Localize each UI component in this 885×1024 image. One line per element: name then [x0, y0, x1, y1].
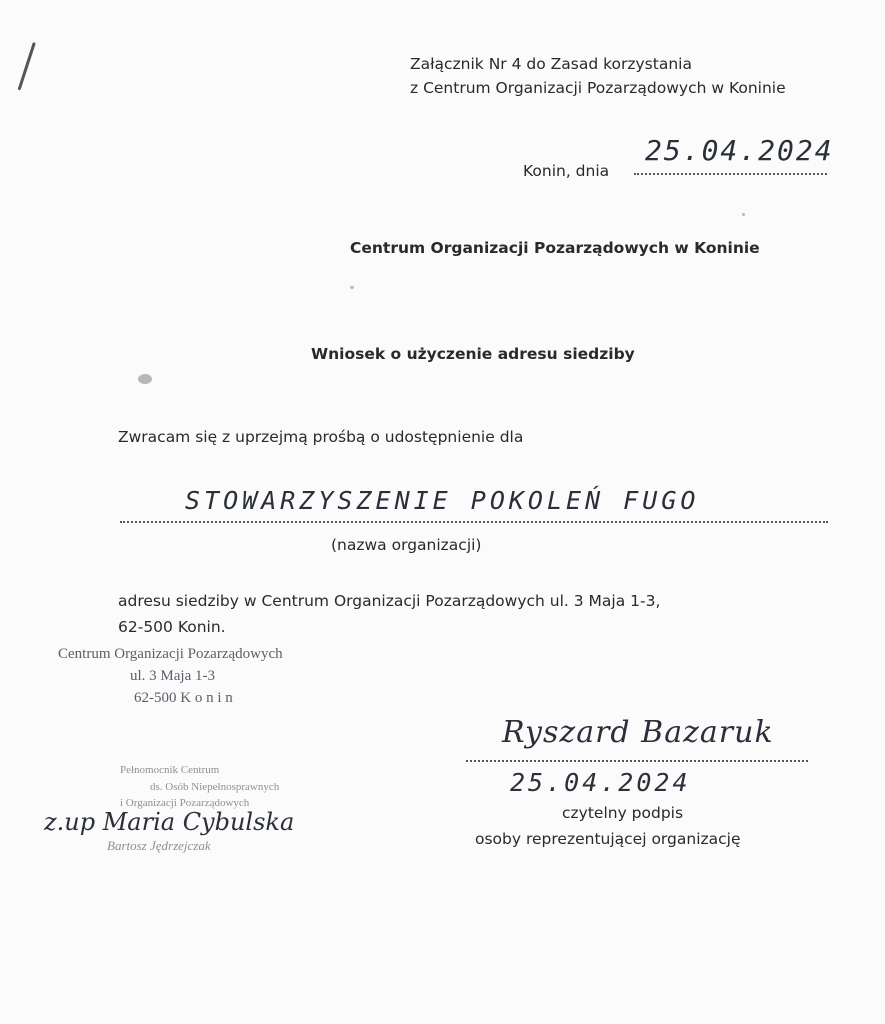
- date-label: Konin, dnia: [523, 162, 610, 180]
- address-line1: adresu siedziby w Centrum Organizacji Pozarządowych ul. 3 Maja 1-3,: [118, 592, 661, 610]
- address-line2: 62-500 Konin.: [118, 618, 226, 636]
- handwritten-official-signature: z.up Maria Cybulska: [44, 808, 295, 836]
- signature-caption-line1: czytelny podpis: [562, 804, 684, 822]
- scan-speck: [350, 286, 354, 289]
- handwritten-signature-date: 25.04.2024: [510, 768, 691, 797]
- handwritten-representative-signature: Ryszard Bazaruk: [502, 715, 774, 750]
- annex-header-line2: z Centrum Organizacji Pozarządowych w Koninie: [410, 79, 786, 97]
- organization-dotted-line: [120, 521, 828, 523]
- recipient-name: Centrum Organizacji Pozarządowych w Koninie: [350, 239, 760, 257]
- official-stamp-line1: Pełnomocnik Centrum: [120, 764, 220, 776]
- official-stamp-name: Bartosz Jędrzejczak: [107, 838, 211, 853]
- official-stamp-line3: i Organizacji Pozarządowych: [120, 797, 250, 809]
- handwritten-date: 25.04.2024: [645, 134, 834, 167]
- stamp-line3: 62-500 K o n i n: [134, 690, 233, 706]
- handwritten-organization-name: STOWARZYSZENIE POKOLEŃ FUGO: [185, 486, 700, 515]
- annex-header-line1: Załącznik Nr 4 do Zasad korzystania: [410, 55, 692, 73]
- scan-speck: [742, 213, 745, 216]
- request-text: Zwracam się z uprzejmą prośbą o udostępnienie dla: [118, 428, 524, 446]
- pen-stroke-mark: [18, 42, 36, 90]
- document-title: Wniosek o użyczenie adresu siedziby: [311, 345, 635, 363]
- stamp-line2: ul. 3 Maja 1-3: [130, 668, 215, 684]
- scan-speck: [138, 374, 152, 384]
- signature-caption-line2: osoby reprezentującej organizację: [475, 830, 741, 848]
- signature-dotted-line: [466, 760, 808, 762]
- official-stamp-line2: ds. Osób Niepełnosprawnych: [150, 781, 280, 793]
- organization-caption: (nazwa organizacji): [331, 536, 482, 554]
- date-dotted-line: [634, 173, 827, 175]
- stamp-line1: Centrum Organizacji Pozarządowych: [58, 646, 283, 662]
